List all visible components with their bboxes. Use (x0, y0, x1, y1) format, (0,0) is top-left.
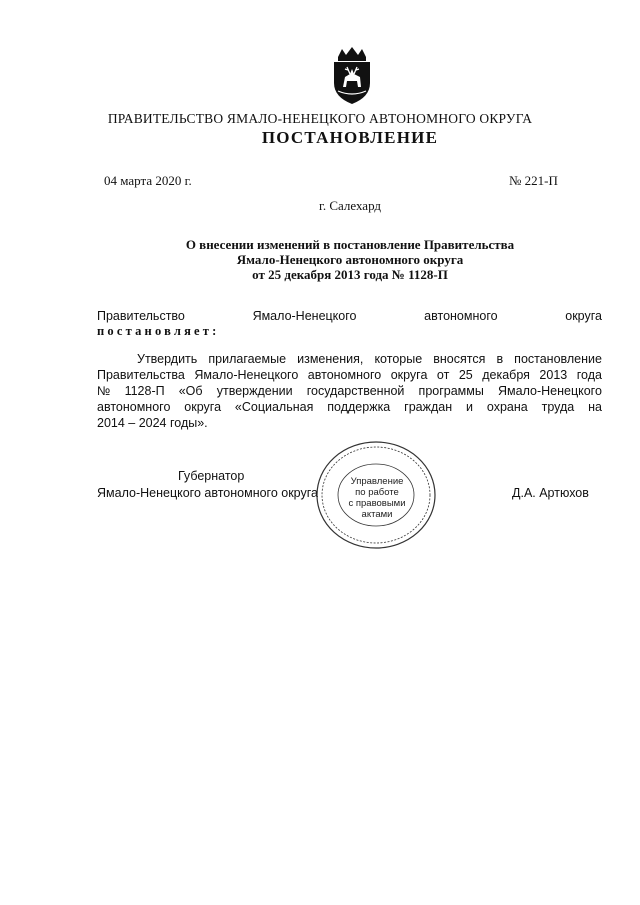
preamble-line (97, 309, 602, 323)
body-line (97, 383, 602, 399)
stamp-text (328, 476, 426, 520)
body-word: постановление (514, 352, 602, 366)
body-line: 2014 – 2024 годы». (97, 416, 208, 430)
decree-body (97, 351, 602, 431)
body-word: Ямало-Ненецкого (498, 384, 602, 398)
signatory-title: Ямало-Ненецкого автономного округа (97, 486, 318, 500)
body-word: декабря (482, 368, 530, 382)
stamp-line: с правовыми (348, 498, 406, 509)
preamble-word: Правительство (97, 309, 185, 323)
body-word: и (466, 400, 474, 414)
document-type: ПОСТАНОВЛЕНИЕ (261, 128, 439, 147)
body-word: государственной (306, 384, 405, 398)
subject-line: от 25 декабря 2013 года № 1128-П (252, 267, 448, 282)
body-word: изменения, (297, 352, 364, 366)
government-name: ПРАВИТЕЛЬСТВО ЯМАЛО-НЕНЕЦКОГО АВТОНОМНОГО ОКРУГА (107, 111, 533, 126)
stamp-line: Управление (350, 476, 404, 487)
body-word: округа (390, 368, 428, 382)
body-line (97, 399, 602, 415)
body-word: Утвердить (137, 352, 198, 366)
coat-of-arms-icon (330, 47, 374, 105)
body-line (97, 351, 602, 367)
signatory-title: Губернатор (178, 469, 245, 483)
body-word: граждан (404, 400, 453, 414)
body-word: года (576, 368, 602, 382)
preamble-word: автономного (424, 309, 498, 323)
subject-line: Ямало-Ненецкого автономного округа (236, 252, 464, 267)
body-word: «Об (178, 384, 203, 398)
document-number: № 221-П (509, 173, 558, 188)
subject-line: О внесении изменений в постановление Правительства (185, 237, 515, 252)
body-line (97, 367, 602, 383)
body-word: прилагаемые (208, 352, 287, 366)
signatory-name: Д.А. Артюхов (512, 486, 589, 500)
preamble (97, 309, 602, 339)
body-word: поддержка (327, 400, 391, 414)
preamble-verb: постановляет: (97, 324, 220, 338)
document-date: 04 марта 2020 г. (104, 173, 192, 188)
body-word: программы (418, 384, 484, 398)
body-word: вносятся (433, 352, 486, 366)
stamp-line: по работе (355, 487, 399, 498)
body-word: «Социальная (234, 400, 314, 414)
document-city: г. Салехард (318, 198, 382, 213)
body-word: автономного (307, 368, 382, 382)
body-word: 2013 (539, 368, 568, 382)
body-word: утверждении (216, 384, 293, 398)
body-word: 1128-П (124, 384, 165, 398)
body-word: Правительства (97, 368, 185, 382)
preamble-word: Ямало-Ненецкого (252, 309, 357, 323)
body-word: труда (541, 400, 575, 414)
preamble-word: округа (565, 309, 602, 323)
body-word: в (496, 352, 504, 366)
body-word: которые (374, 352, 423, 366)
body-word: округа (184, 400, 222, 414)
body-word: от (436, 368, 450, 382)
document-subject (150, 237, 550, 282)
body-word: на (588, 400, 602, 414)
body-word: охрана (486, 400, 528, 414)
body-word: 25 (458, 368, 473, 382)
body-word: Ямало-Ненецкого (194, 368, 299, 382)
body-word: автономного (97, 400, 171, 414)
stamp-line: актами (361, 509, 393, 520)
body-word: № (97, 384, 111, 398)
